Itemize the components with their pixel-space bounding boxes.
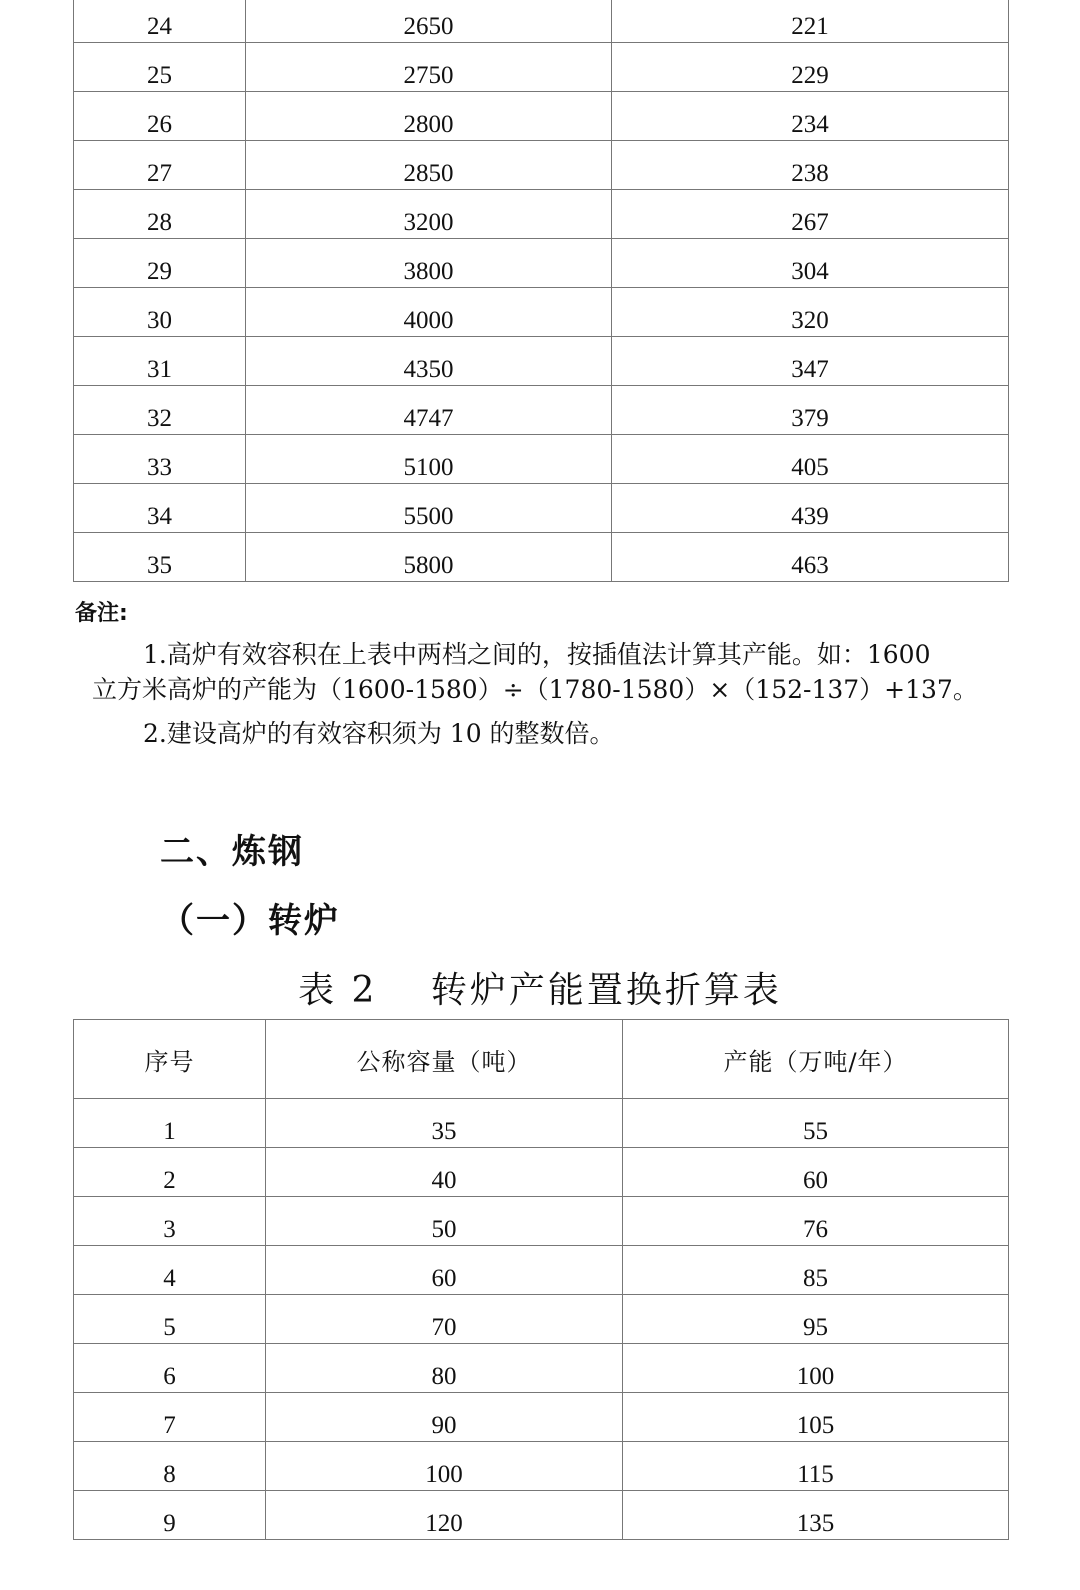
cell-index-text: 28 <box>147 209 172 236</box>
cell-index-text: 35 <box>147 552 172 579</box>
cell-index-text: 29 <box>147 258 172 285</box>
table-row <box>74 141 1009 190</box>
header-production-capacity: 产能（万吨/年） <box>623 1020 1009 1099</box>
cell-index-text: 34 <box>147 503 172 530</box>
table-row <box>74 1393 1009 1442</box>
cell-index-text: 31 <box>147 356 172 383</box>
header-nominal-capacity: 公称容量（吨） <box>266 1020 623 1099</box>
table-row <box>74 190 1009 239</box>
cell-capacity-text: 238 <box>791 160 829 187</box>
cell-capacity <box>623 1246 1009 1295</box>
cell-capacity <box>623 1344 1009 1393</box>
cell-nominal-capacity-text: 70 <box>431 1314 457 1341</box>
cell-effective-volume-text: 5500 <box>403 503 454 530</box>
cell-capacity <box>612 190 1009 239</box>
cell-effective-volume-text: 5800 <box>403 552 454 579</box>
cell-index <box>74 141 246 190</box>
cell-capacity <box>612 43 1009 92</box>
cell-index <box>74 190 246 239</box>
cell-index <box>74 288 246 337</box>
table-row <box>74 43 1009 92</box>
cell-capacity-text: 60 <box>803 1167 828 1194</box>
cell-effective-volume <box>246 43 612 92</box>
cell-effective-volume-text: 4350 <box>403 356 454 383</box>
cell-nominal-capacity-text: 80 <box>431 1363 457 1390</box>
header-index: 序号 <box>74 1020 266 1099</box>
cell-capacity-text: 439 <box>791 503 829 530</box>
table-row <box>74 92 1009 141</box>
cell-nominal-capacity <box>266 1442 623 1491</box>
blast-furnace-capacity-table <box>73 0 1009 582</box>
note-1-line-2: 立方米高炉的产能为（1600-1580）÷（1780-1580）×（152-137）+137。 <box>92 675 978 704</box>
cell-index <box>74 0 246 43</box>
cell-nominal-capacity <box>266 1197 623 1246</box>
table-body <box>74 0 1009 582</box>
cell-capacity-text: 229 <box>791 62 829 89</box>
cell-nominal-capacity <box>266 1295 623 1344</box>
cell-index <box>74 533 246 582</box>
cell-capacity-text: 405 <box>791 454 829 481</box>
cell-capacity <box>623 1148 1009 1197</box>
cell-capacity-text: 234 <box>791 111 829 138</box>
converter-capacity-table <box>73 1019 1009 1540</box>
cell-effective-volume <box>246 435 612 484</box>
cell-capacity-text: 95 <box>803 1314 828 1341</box>
cell-nominal-capacity <box>266 1099 623 1148</box>
table-body <box>74 1099 1009 1540</box>
cell-nominal-capacity <box>266 1491 623 1540</box>
table-row <box>74 288 1009 337</box>
table-row <box>74 1099 1009 1148</box>
cell-capacity-text: 100 <box>796 1363 835 1390</box>
cell-effective-volume <box>246 484 612 533</box>
cell-index <box>74 1344 266 1393</box>
cell-capacity-text: 135 <box>796 1510 835 1537</box>
cell-index <box>74 435 246 484</box>
cell-index <box>74 1491 266 1540</box>
cell-capacity-text: 267 <box>791 209 829 236</box>
cell-capacity-text: 463 <box>791 552 829 579</box>
cell-capacity-text: 320 <box>791 307 829 334</box>
cell-effective-volume-text: 2650 <box>403 13 454 40</box>
cell-index <box>74 1246 266 1295</box>
cell-effective-volume-text: 3200 <box>403 209 454 236</box>
cell-effective-volume <box>246 141 612 190</box>
table-row <box>74 1344 1009 1393</box>
cell-nominal-capacity-text: 40 <box>431 1167 457 1194</box>
table-row <box>74 1491 1009 1540</box>
cell-nominal-capacity-text: 50 <box>431 1216 457 1243</box>
cell-capacity <box>612 337 1009 386</box>
cell-nominal-capacity-text: 60 <box>431 1265 457 1292</box>
cell-effective-volume-text: 4000 <box>403 307 454 334</box>
cell-capacity <box>612 92 1009 141</box>
cell-index-text: 1 <box>163 1118 176 1145</box>
note-2: 2.建设高炉的有效容积须为 10 的整数倍。 <box>143 719 615 748</box>
cell-effective-volume <box>246 239 612 288</box>
cell-index-text: 32 <box>147 405 172 432</box>
remarks-title: 备注: <box>75 601 128 626</box>
cell-capacity <box>623 1491 1009 1540</box>
cell-nominal-capacity <box>266 1246 623 1295</box>
cell-index-text: 30 <box>147 307 172 334</box>
cell-index <box>74 1197 266 1246</box>
cell-capacity <box>612 386 1009 435</box>
cell-nominal-capacity-text: 90 <box>431 1412 457 1439</box>
cell-index-text: 25 <box>147 62 172 89</box>
cell-capacity <box>623 1442 1009 1491</box>
section-heading: 二、炼钢 <box>160 832 304 872</box>
cell-index-text: 2 <box>163 1167 176 1194</box>
cell-nominal-capacity <box>266 1344 623 1393</box>
cell-index <box>74 1442 266 1491</box>
cell-effective-volume <box>246 337 612 386</box>
cell-capacity-text: 105 <box>796 1412 835 1439</box>
cell-capacity <box>612 0 1009 43</box>
cell-index <box>74 1393 266 1442</box>
cell-capacity-text: 115 <box>797 1461 834 1488</box>
cell-index-text: 33 <box>147 454 172 481</box>
cell-index-text: 5 <box>163 1314 176 1341</box>
cell-capacity <box>623 1197 1009 1246</box>
cell-index <box>74 1099 266 1148</box>
cell-index-text: 7 <box>163 1412 176 1439</box>
cell-effective-volume-text: 2750 <box>403 62 454 89</box>
cell-index <box>74 337 246 386</box>
table-row <box>74 1197 1009 1246</box>
cell-effective-volume <box>246 386 612 435</box>
cell-capacity-text: 347 <box>791 356 829 383</box>
cell-effective-volume <box>246 288 612 337</box>
cell-index <box>74 484 246 533</box>
cell-effective-volume-text: 3800 <box>403 258 454 285</box>
cell-nominal-capacity <box>266 1148 623 1197</box>
cell-index <box>74 386 246 435</box>
cell-effective-volume-text: 4747 <box>403 405 454 432</box>
cell-capacity-text: 221 <box>791 13 829 40</box>
cell-index <box>74 239 246 288</box>
cell-capacity <box>623 1393 1009 1442</box>
table-row <box>74 239 1009 288</box>
cell-effective-volume-text: 2800 <box>403 111 454 138</box>
cell-index <box>74 1148 266 1197</box>
cell-capacity <box>612 484 1009 533</box>
cell-capacity <box>623 1099 1009 1148</box>
cell-capacity-text: 76 <box>803 1216 828 1243</box>
table-row <box>74 386 1009 435</box>
cell-effective-volume <box>246 533 612 582</box>
cell-effective-volume-text: 5100 <box>403 454 454 481</box>
cell-capacity <box>612 141 1009 190</box>
table-header-row <box>74 1020 1009 1099</box>
table-row <box>74 1295 1009 1344</box>
cell-nominal-capacity <box>266 1393 623 1442</box>
subsection-heading: （一）转炉 <box>160 901 340 941</box>
cell-index-text: 3 <box>163 1216 176 1243</box>
cell-capacity <box>612 435 1009 484</box>
cell-index-text: 6 <box>163 1363 176 1390</box>
cell-capacity-text: 304 <box>791 258 829 285</box>
cell-nominal-capacity-text: 100 <box>425 1461 463 1488</box>
cell-index <box>74 43 246 92</box>
table-row <box>74 533 1009 582</box>
cell-index-text: 9 <box>163 1510 176 1537</box>
table-row <box>74 1148 1009 1197</box>
cell-nominal-capacity-text: 120 <box>425 1510 463 1537</box>
cell-capacity <box>612 239 1009 288</box>
cell-index-text: 4 <box>163 1265 176 1292</box>
table-title: 表 2 转炉产能置换折算表 <box>298 970 782 1011</box>
cell-index-text: 8 <box>163 1461 176 1488</box>
cell-capacity <box>623 1295 1009 1344</box>
cell-effective-volume <box>246 0 612 43</box>
table-row <box>74 337 1009 386</box>
cell-effective-volume <box>246 190 612 239</box>
note-1-line-1: 1.高炉有效容积在上表中两档之间的，按插值法计算其产能。如：1600 <box>143 640 931 669</box>
cell-effective-volume <box>246 92 612 141</box>
cell-capacity-text: 55 <box>803 1118 828 1145</box>
cell-index-text: 26 <box>147 111 172 138</box>
cell-capacity-text: 85 <box>803 1265 828 1292</box>
cell-index-text: 24 <box>147 13 172 40</box>
cell-index-text: 27 <box>147 160 172 187</box>
table-row <box>74 484 1009 533</box>
cell-nominal-capacity-text: 35 <box>431 1118 457 1145</box>
cell-capacity <box>612 533 1009 582</box>
table-row <box>74 0 1009 43</box>
table-row <box>74 435 1009 484</box>
cell-index <box>74 1295 266 1344</box>
table-row <box>74 1246 1009 1295</box>
table-row <box>74 1442 1009 1491</box>
cell-effective-volume-text: 2850 <box>403 160 454 187</box>
cell-index <box>74 92 246 141</box>
cell-capacity <box>612 288 1009 337</box>
cell-capacity-text: 379 <box>791 405 829 432</box>
